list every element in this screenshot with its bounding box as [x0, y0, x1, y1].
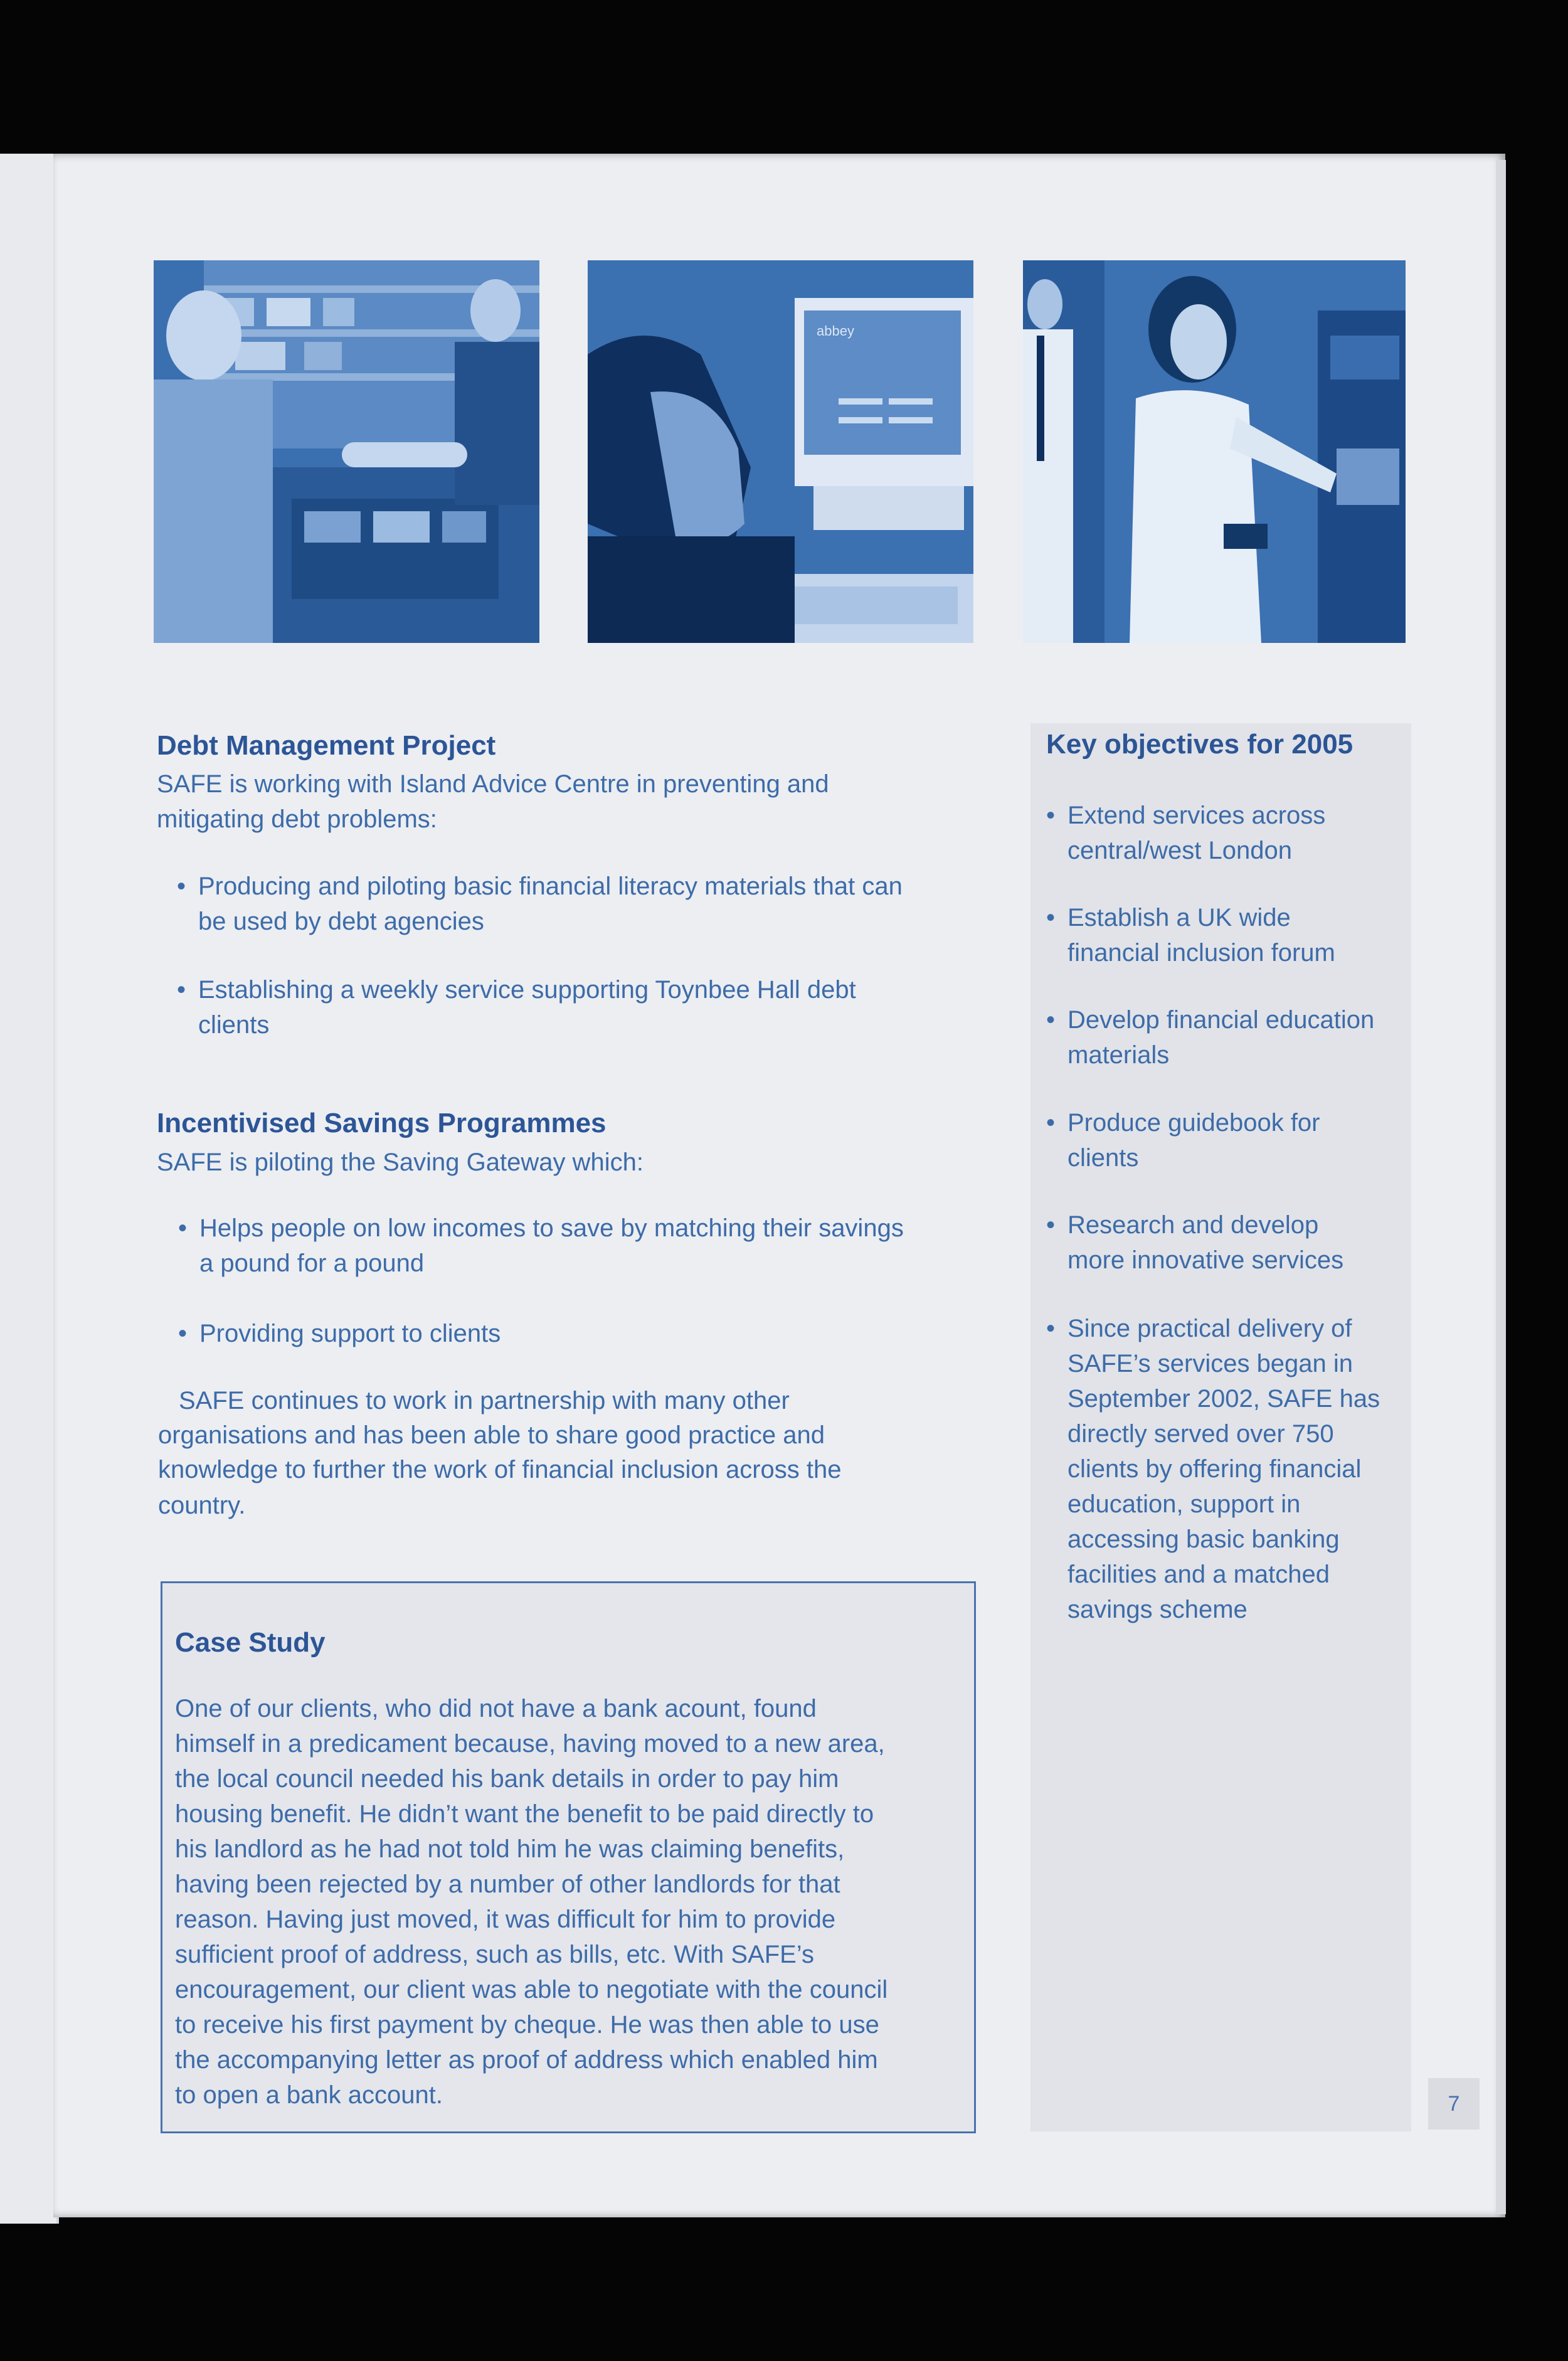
objective-line: more innovative services — [1067, 1246, 1344, 1274]
objective-line: • Extend services across — [1067, 802, 1326, 829]
savings-intro: SAFE is piloting the Saving Gateway which: — [157, 1149, 644, 1176]
objective-line: • Research and develop — [1067, 1211, 1319, 1239]
objective-line: materials — [1067, 1041, 1170, 1069]
partnership-line-1: SAFE continues to work in partnership with many other — [179, 1387, 790, 1414]
objective-line: SAFE’s services began in — [1067, 1350, 1353, 1377]
debt-bullet-1-line-1: • Producing and piloting basic financial literacy materials that can — [198, 873, 903, 900]
objective-item-4 — [1046, 1105, 1320, 1175]
monitor-screen-text: abbey — [817, 323, 854, 339]
page-number: 7 — [1428, 2078, 1480, 2130]
page-edge — [1496, 160, 1506, 2214]
case-study-line: to open a bank account. — [175, 2081, 443, 2109]
facing-page-edge — [0, 154, 59, 2224]
case-study-line: encouragement, our client was able to negotiate with the council — [175, 1976, 888, 2003]
savings-bullet-1 — [178, 1211, 904, 1281]
objective-line: clients by offering financial — [1067, 1455, 1362, 1483]
objective-line: savings scheme — [1067, 1596, 1248, 1623]
debt-management-heading: Debt Management Project — [157, 730, 496, 761]
objective-line: • Produce guidebook for — [1067, 1109, 1320, 1137]
savings-bullet-2-line-1: • Providing support to clients — [199, 1320, 501, 1347]
objective-item-1 — [1046, 798, 1325, 868]
case-study-line: One of our clients, who did not have a bank acount, found — [175, 1695, 817, 1722]
savings-heading: Incentivised Savings Programmes — [157, 1108, 607, 1138]
objective-line: education, support in — [1067, 1490, 1301, 1518]
objective-line: clients — [1067, 1144, 1139, 1172]
debt-bullet-2 — [177, 972, 856, 1043]
objective-line: central/west London — [1067, 837, 1293, 864]
case-study-line: himself in a predicament because, having moved to a new area, — [175, 1730, 885, 1758]
objective-line: • Develop financial education — [1067, 1006, 1375, 1034]
partnership-line-3: knowledge to further the work of financial inclusion across the — [158, 1456, 842, 1483]
case-study-line: sufficient proof of address, such as bills, etc. With SAFE’s — [175, 1941, 814, 1968]
debt-bullet-2-line-2: clients — [198, 1011, 270, 1039]
objective-line: directly served over 750 — [1067, 1420, 1334, 1448]
case-study-heading: Case Study — [175, 1627, 326, 1658]
objective-item-6 — [1046, 1311, 1380, 1627]
debt-intro-line-1: SAFE is working with Island Advice Centre in preventing and — [157, 770, 829, 798]
photo-computer-user — [588, 260, 973, 643]
objective-item-3 — [1046, 1002, 1374, 1073]
objective-item-5 — [1046, 1207, 1343, 1278]
savings-bullet-1-line-1: • Helps people on low incomes to save by matching their savings — [199, 1214, 904, 1242]
debt-bullet-1 — [177, 869, 903, 939]
objective-line: September 2002, SAFE has — [1067, 1385, 1380, 1413]
objective-line: financial inclusion forum — [1067, 939, 1335, 967]
objective-item-2 — [1046, 900, 1335, 970]
savings-bullet-2 — [178, 1316, 501, 1351]
case-study-line: his landlord as he had not told him he was claiming benefits, — [175, 1835, 845, 1863]
case-study-line: the local council needed his bank details in order to pay him — [175, 1765, 839, 1793]
case-study-line: housing benefit. He didn’t want the benefit to be paid directly to — [175, 1800, 874, 1828]
case-study-line: reason. Having just moved, it was difficult for him to provide — [175, 1906, 836, 1933]
objective-line: accessing basic banking — [1067, 1525, 1340, 1553]
objective-line: • Establish a UK wide — [1067, 904, 1291, 931]
partnership-line-2: organisations and has been able to share good practice and — [158, 1421, 825, 1449]
debt-intro-line-2: mitigating debt problems: — [157, 805, 437, 833]
case-study-line: the accompanying letter as proof of address which enabled him — [175, 2046, 878, 2074]
objective-line: facilities and a matched — [1067, 1561, 1330, 1588]
case-study-body — [175, 1691, 965, 2113]
savings-bullet-1-line-2: a pound for a pound — [199, 1249, 425, 1277]
objective-line: • Since practical delivery of — [1067, 1315, 1352, 1342]
partnership-line-4: country. — [158, 1492, 246, 1519]
case-study-line: having been rejected by a number of other landlords for that — [175, 1870, 840, 1898]
key-objectives-heading: Key objectives for 2005 — [1046, 729, 1353, 760]
debt-bullet-1-line-2: be used by debt agencies — [198, 908, 484, 935]
debt-bullet-2-line-1: • Establishing a weekly service supporting Toynbee Hall debt — [198, 976, 856, 1004]
photo-cash-machine — [1023, 260, 1406, 643]
photo-shop-counter — [154, 260, 539, 643]
case-study-line: to receive his first payment by cheque. He was then able to use — [175, 2011, 879, 2039]
